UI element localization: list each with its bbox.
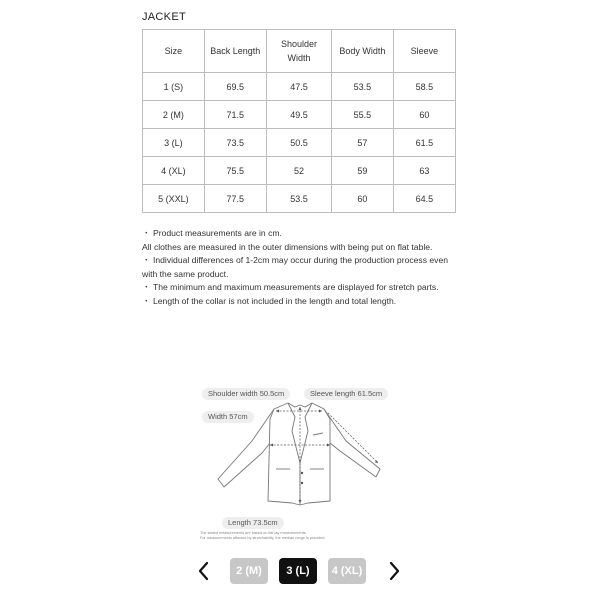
- cell-shoulder-width: 50.5: [266, 129, 331, 157]
- cell-sleeve: 64.5: [393, 185, 455, 213]
- cell-sleeve: 63: [393, 157, 455, 185]
- cell-shoulder-width: 47.5: [266, 73, 331, 101]
- cell-shoulder-width: 53.5: [266, 185, 331, 213]
- size-pager: [0, 555, 600, 587]
- cell-shoulder-width: 49.5: [266, 101, 331, 129]
- header-sleeve: Sleeve: [393, 30, 455, 73]
- cell-back-length: 77.5: [204, 185, 266, 213]
- cell-body-width: 59: [332, 157, 394, 185]
- cell-size: 2 (M): [143, 101, 205, 129]
- cell-sleeve: 58.5: [393, 73, 455, 101]
- note-line: ・ Individual differences of 1-2cm may occur during the production process even with the same product.: [142, 255, 449, 279]
- size-chip-m[interactable]: 2 (M): [230, 558, 268, 584]
- note-line: ・ The minimum and maximum measurements are displayed for stretch parts.: [142, 282, 439, 293]
- cell-body-width: 53.5: [332, 73, 394, 101]
- cell-size: 1 (S): [143, 73, 205, 101]
- note-line: ・ Length of the collar is not included in the length and total length.: [142, 295, 397, 306]
- cell-size: 3 (L): [143, 129, 205, 157]
- cell-shoulder-width: 52: [266, 157, 331, 185]
- cell-back-length: 73.5: [204, 129, 266, 157]
- measurement-notes: [142, 227, 462, 309]
- cell-back-length: 75.5: [204, 157, 266, 185]
- cell-back-length: 71.5: [204, 101, 266, 129]
- cell-size: 5 (XXL): [143, 185, 205, 213]
- table-row: [143, 129, 456, 157]
- cell-size: 4 (XL): [143, 157, 205, 185]
- cell-sleeve: 60: [393, 101, 455, 129]
- table-row: [143, 157, 456, 185]
- header-size: Size: [143, 30, 205, 73]
- length-label: Length 73.5cm: [222, 517, 284, 529]
- table-row: [143, 73, 456, 101]
- fineprint-line: For measurements affected by stretchability, the median range is provided.: [200, 536, 326, 540]
- sleeve-length-label: Sleeve length 61.5cm: [304, 388, 388, 400]
- header-shoulder-width: [266, 30, 331, 73]
- chevron-left-icon[interactable]: [195, 559, 213, 583]
- chevron-right-icon[interactable]: [385, 559, 403, 583]
- jacket-measurement-diagram: [196, 383, 406, 548]
- cell-body-width: 60: [332, 185, 394, 213]
- table-row: [143, 101, 456, 129]
- section-title: JACKET: [142, 11, 186, 23]
- header-shoulder-width-label: Shoulder Width: [280, 39, 317, 63]
- width-label: Width 57cm: [202, 411, 254, 423]
- table-row: [143, 185, 456, 213]
- size-table: [142, 29, 456, 213]
- header-back-length: Back Length: [204, 30, 266, 73]
- cell-body-width: 57: [332, 129, 394, 157]
- fineprint-line: The stated measurements are based on flat lay measurements.: [200, 531, 307, 535]
- shoulder-width-label: Shoulder width 50.5cm: [202, 388, 290, 400]
- cell-sleeve: 61.5: [393, 129, 455, 157]
- measurement-fineprint: [200, 531, 380, 541]
- note-line: ・ Product measurements are in cm.: [142, 228, 282, 238]
- cell-back-length: 69.5: [204, 73, 266, 101]
- size-chip-xl[interactable]: 4 (XL): [328, 558, 366, 584]
- size-chip-l[interactable]: 3 (L): [279, 558, 317, 584]
- header-body-width: Body Width: [332, 30, 394, 73]
- note-line: All clothes are measured in the outer dimensions with being put on flat table.: [142, 241, 433, 252]
- cell-body-width: 55.5: [332, 101, 394, 129]
- table-header-row: [143, 30, 456, 73]
